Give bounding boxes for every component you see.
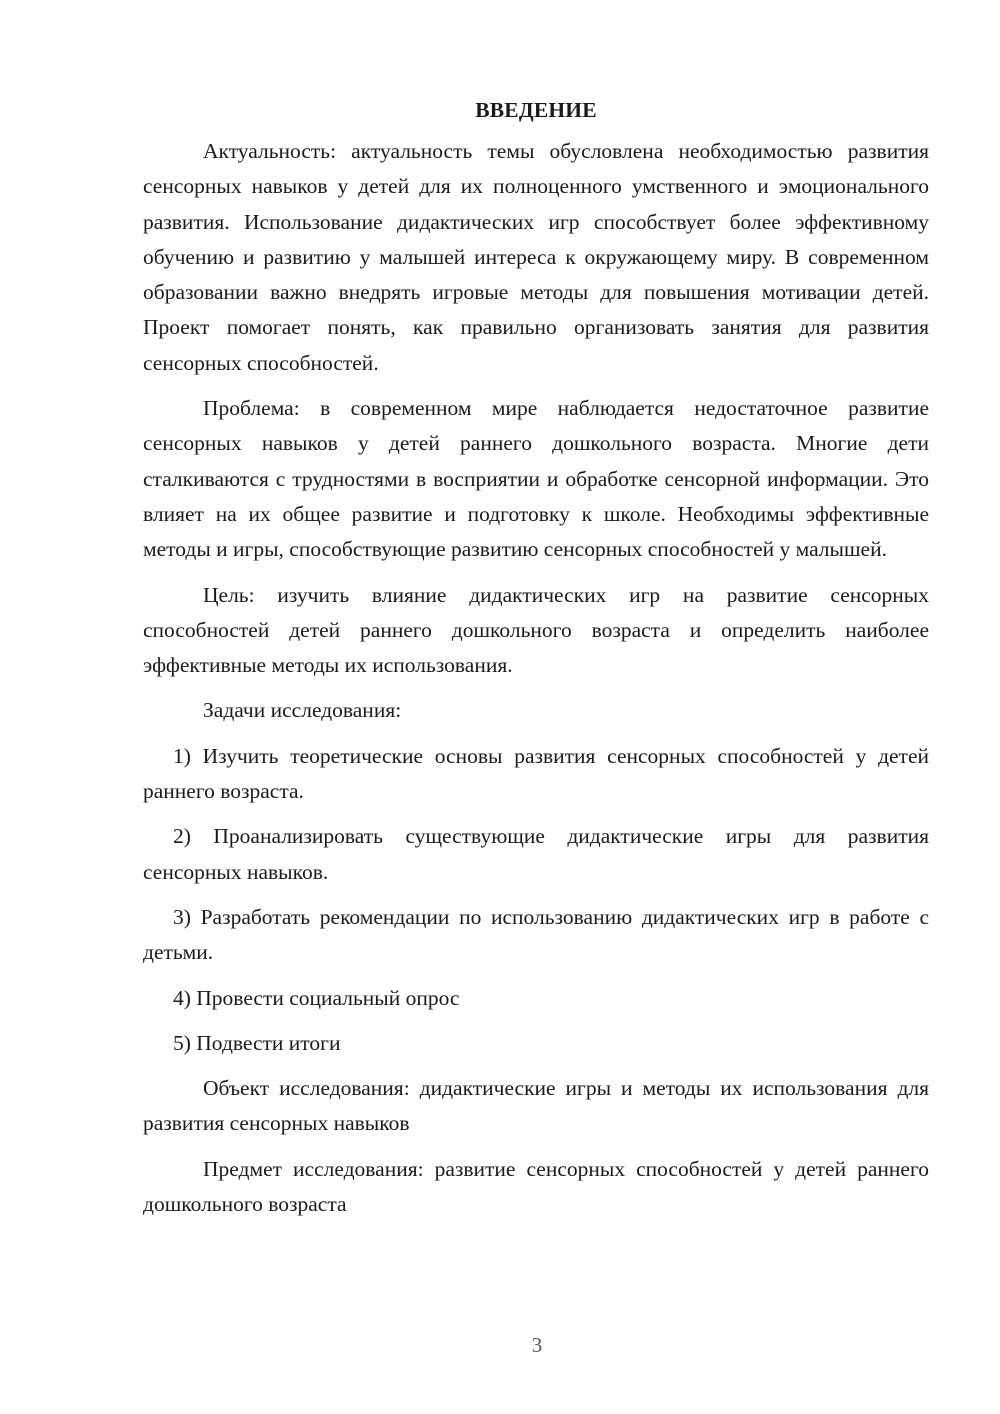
paragraph-object: Объект исследования: дидактические игры и методы их использования для развития сенсорных навыков [143, 1076, 929, 1136]
task-item-4: 4) Провести социальный опрос [173, 985, 460, 1010]
tasks-heading: Задачи исследования: [203, 698, 402, 723]
task-item-5: 5) Подвести итоги [173, 1030, 341, 1055]
task-item-3: 3) Разработать рекомендации по использованию дидактических игр в работе с детьми. [143, 904, 929, 965]
page-content [143, 92, 929, 1232]
task-item-1: 1) Изучить теоретические основы развития сенсорных способностей у детей раннего возраста. [143, 743, 929, 804]
section-title: ВВЕДЕНИЕ [475, 98, 597, 122]
task-item-2: 2) Проанализировать существующие дидактические игры для развития сенсорных навыков. [143, 824, 929, 884]
paragraph-problem: Проблема: в современном мире наблюдается недостаточное развитие сенсорных навыков у детей раннего дошкольного возраста. Многие дети сталкиваются с трудностями в восприятии и обработке сенсорной информации. Это влияет на их общее развитие и подготовку к школе. Необходимы эффективные методы и игры, способствующие развитию сенсорных способностей у малышей. [143, 396, 929, 562]
paragraph-goal: Цель: изучить влияние дидактических игр на развитие сенсорных способностей детей раннего дошкольного возраста и определить наиболее эффективные методы их использования. [143, 582, 929, 678]
page-number: 3 [531, 1333, 543, 1357]
paragraph-relevance: Актуальность: актуальность темы обусловлена необходимостью развития сенсорных навыков у детей для их полноценного умственного и эмоционального развития. Использование дидактических игр способствует более эффективному обучению и развитию у малышей интереса к окружающему миру. В современном образовании важно внедрять игровые методы для повышения мотивации детей. Проект помогает понять, как правильно организовать занятия для развития сенсорных способностей. [143, 139, 929, 375]
paragraph-subject: Предмет исследования: развитие сенсорных способностей у детей раннего дошкольного возраста [143, 1156, 929, 1217]
